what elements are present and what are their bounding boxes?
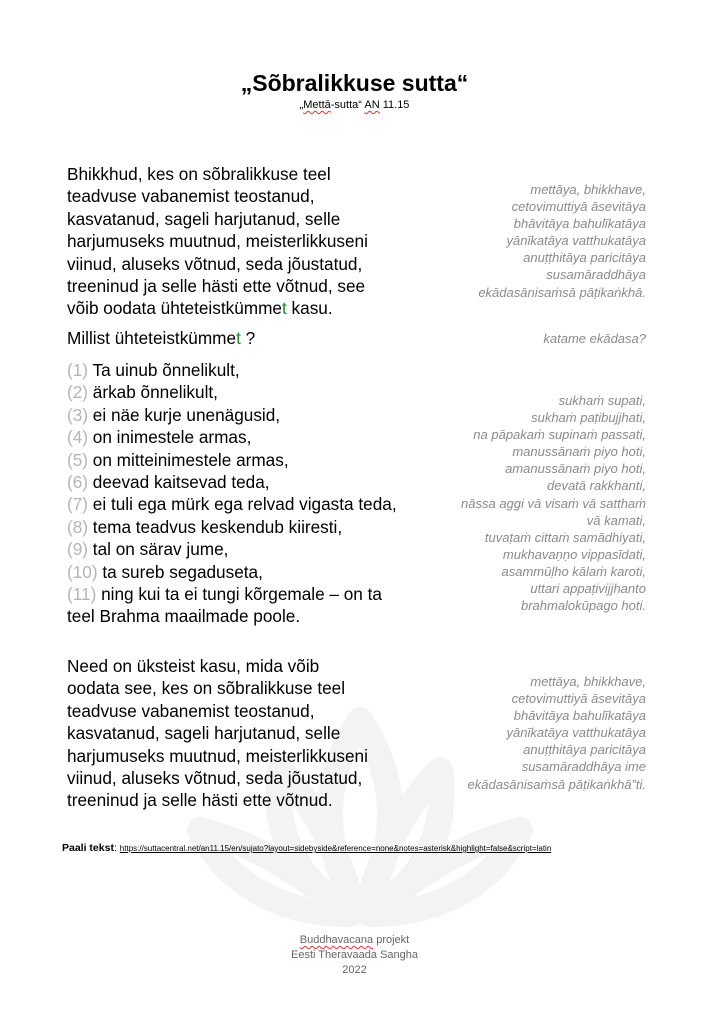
paragraph-line: oodata see, kes on sõbralikkuse teel	[67, 678, 346, 699]
benefit-item	[67, 583, 412, 628]
page-title: „Sõbralikkuse sutta“	[240, 70, 469, 96]
pali-question: katame ekādasa?	[543, 331, 646, 346]
footer-year: 2022	[342, 964, 367, 976]
green-letter: t	[281, 298, 287, 319]
benefit-item	[67, 471, 412, 493]
pali-line: bhāvitāya bahulīkatāya	[513, 216, 646, 232]
benefit-text: Ta uinub õnnelikult,	[88, 360, 240, 380]
estonian-paragraph-3	[67, 655, 427, 812]
subtitle-an-word: AN	[364, 99, 380, 111]
paragraph-line: teadvuse vabanemist teostanud,	[67, 700, 315, 721]
pali-line: devatā rakkhanti,	[546, 478, 646, 494]
footer-project-line	[0, 933, 709, 948]
benefit-item	[67, 449, 412, 471]
pali-line: tuvaṭaṁ cittaṁ samādhiyati,	[484, 529, 646, 545]
pali-line: ekādasānisaṁsā pāṭikaṅkhā”ti.	[467, 776, 646, 792]
benefit-number: (9)	[67, 539, 89, 560]
source-label: Paali tekst	[62, 842, 114, 854]
benefit-number: (2)	[67, 382, 89, 403]
pali-line: susamāraddhāya	[546, 267, 646, 283]
pali-line: ekādasānisaṁsā pāṭikaṅkhā.	[478, 284, 646, 300]
text-run: ?	[240, 328, 256, 348]
benefit-number: (6)	[67, 472, 89, 493]
subtitle-ref-number: 11.15	[379, 99, 410, 111]
paragraph-line: teadvuse vabanemist teostanud,	[67, 186, 315, 207]
text-run: kasu.	[286, 298, 333, 319]
pali-line: cetovimuttiyā āsevitāya	[511, 199, 646, 215]
paragraph-line: viinud, aluseks võtnud, seda jõustatud,	[67, 768, 363, 789]
subtitle-sutta-part: -sutta“	[330, 99, 365, 111]
pali-line: manussānaṁ piyo hoti,	[512, 444, 646, 460]
benefit-number: (5)	[67, 449, 89, 470]
pali-paragraph-2	[396, 392, 646, 614]
source-link[interactable]: https://suttacentral.net/an11.15/en/sujato?layout=sidebyside&reference=none&notes=asterisk&highlight=false&script=latin	[119, 844, 552, 853]
benefit-text: on mitteinimestele armas,	[88, 449, 289, 470]
pali-line: mettāya, bhikkhave,	[530, 674, 646, 689]
paragraph-line: kasvatanud, sageli harjutanud, selle	[67, 208, 341, 229]
subtitle-metta-word: Mettā	[303, 99, 331, 111]
pali-line: cetovimuttiyā āsevitāya	[511, 691, 646, 707]
pali-line: mettāya, bhikkhave,	[530, 182, 646, 197]
benefit-text: deevad kaitsevad teda,	[88, 472, 270, 493]
source-colon: :	[113, 842, 120, 854]
benefit-text: ning kui ta ei tungi kõrgemale – on ta teel Brahma maailmade poole.	[67, 584, 382, 627]
benefit-item	[67, 516, 412, 538]
benefit-item	[67, 359, 412, 381]
pali-line: yānīkatāya vatthukatāya	[506, 233, 646, 249]
estonian-question	[67, 327, 427, 349]
benefit-number: (11)	[67, 584, 97, 605]
benefits-list	[67, 359, 412, 628]
pali-line: vā kamati,	[586, 512, 646, 528]
paragraph-line: kasvatanud, sageli harjutanud, selle	[67, 723, 341, 744]
benefit-number: (8)	[67, 516, 89, 537]
pali-line: bhāvitāya bahulīkatāya	[513, 708, 646, 724]
pali-line: anuṭṭhitāya paricitāya	[523, 742, 646, 758]
paragraph-line-last	[67, 297, 427, 319]
pali-line: brahmalokūpago hoti.	[520, 598, 646, 614]
benefit-text: ärkab õnnelikult,	[88, 382, 218, 403]
pali-line: sukhaṁ paṭibujjhati,	[531, 410, 646, 426]
pali-paragraph-1	[396, 181, 646, 301]
pali-paragraph-3	[396, 673, 646, 793]
paragraph-line: treeninud ja selle hästi ette võtnud.	[67, 790, 333, 811]
green-letter: t	[236, 328, 241, 348]
source-line	[62, 842, 551, 854]
benefit-number: (10)	[67, 561, 98, 582]
paragraph-line: harjumuseks muutnud, meisterlikkuseni	[67, 745, 368, 766]
estonian-paragraph-1	[67, 163, 427, 320]
benefit-text: tal on särav jume,	[88, 539, 229, 560]
footer-sangha: Eesti Theravaada Sangha	[291, 949, 418, 961]
pali-line: amanussānaṁ piyo hoti,	[505, 461, 646, 477]
pali-line: na pāpakaṁ supinaṁ passati,	[473, 427, 646, 443]
footer-projekt: projekt	[373, 934, 410, 946]
text-run: Millist ühteteistkümme	[67, 328, 237, 348]
pali-line: mukhavaṇṇo vippasīdati,	[502, 546, 646, 562]
pali-line: anuṭṭhitāya paricitāya	[523, 250, 646, 266]
benefit-number: (7)	[67, 494, 89, 515]
pali-line: susamāraddhāya ime	[521, 759, 646, 775]
paragraph-line: Need on üksteist kasu, mida võib	[67, 656, 320, 676]
benefit-number: (3)	[67, 404, 89, 425]
benefit-number: (1)	[67, 360, 89, 380]
pali-line: uttari appaṭivijjhanto	[530, 581, 646, 597]
benefit-number: (4)	[67, 427, 89, 448]
paragraph-line: harjumuseks muutnud, meisterlikkuseni	[67, 231, 368, 252]
benefit-text: on inimestele armas,	[88, 427, 252, 448]
benefit-item	[67, 381, 412, 403]
benefit-text: ei näe kurje unenägusid,	[88, 404, 281, 425]
benefit-text: ta sureb segaduseta,	[97, 561, 263, 582]
pali-line: nāssa aggi vā visaṁ vā satthaṁ	[461, 495, 646, 511]
benefit-text: ei tuli ega mürk ega relvad vigasta teda,	[88, 494, 397, 515]
text-run: võib oodata ühteteistkümme	[67, 298, 282, 319]
pali-line: sukhaṁ supati,	[558, 393, 646, 408]
footer	[0, 933, 709, 978]
pali-line: yānīkatāya vatthukatāya	[506, 725, 646, 741]
benefit-item	[67, 426, 412, 448]
paragraph-line: viinud, aluseks võtnud, seda jõustatud,	[67, 253, 363, 274]
benefit-item	[67, 561, 412, 583]
paragraph-line: Bhikkhud, kes on sõbralikkuse teel	[67, 164, 331, 184]
paragraph-line: treeninud ja selle hästi ette võtnud, see	[67, 276, 366, 297]
benefit-item	[67, 538, 412, 560]
benefit-text: tema teadvus keskendub kiiresti,	[88, 516, 343, 537]
footer-buddhavacana: Buddhavacana	[299, 934, 374, 946]
pali-line: asammūḷho kālaṁ karoti,	[501, 563, 646, 579]
subtitle-open-quote: „	[299, 99, 304, 111]
page-subtitle	[0, 99, 709, 111]
benefit-item	[67, 493, 412, 515]
benefit-item	[67, 404, 412, 426]
